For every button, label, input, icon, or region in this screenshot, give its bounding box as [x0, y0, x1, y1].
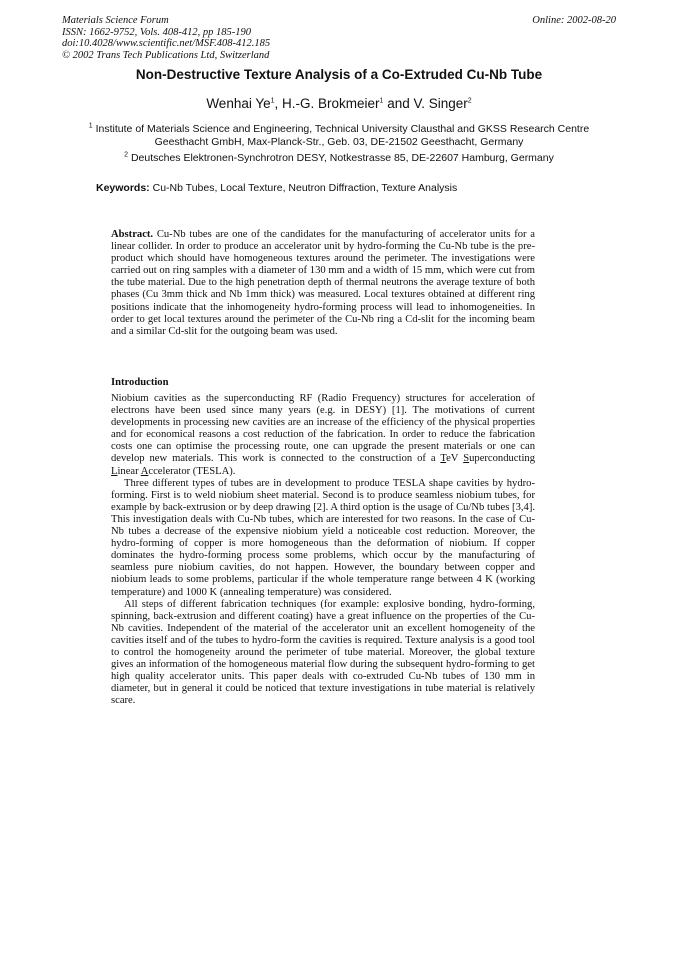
- author-list: [0, 96, 678, 111]
- acronym-word: uperconducting: [469, 453, 535, 465]
- author-name: Wenhai Ye: [206, 96, 271, 111]
- online-date: Online: 2002-08-20: [532, 15, 616, 26]
- acronym-letter: S: [463, 453, 470, 465]
- journal-name: Materials Science Forum: [62, 15, 169, 26]
- journal-header: [62, 15, 616, 61]
- paper-title: Non-Destructive Texture Analysis of a Co-Extruded Cu-Nb Tube: [135, 67, 543, 82]
- author-name: and V. Singer: [383, 96, 468, 111]
- author-affil-marker: 1: [379, 97, 384, 105]
- affiliation-text: Deutsches Elektronen-Synchrotron DESY, Notkestrasse 85, DE-22607 Hamburg, Germany: [130, 152, 554, 164]
- author-affil-marker: 1: [270, 97, 275, 105]
- paragraph: All steps of different fabrication techniques (for example: explosive bonding, hydro-forming, spinning, back-extrusion and different coating) have a great influence on the properties of the Cu-Nb cavities. Independent of the material of the accelerator unit an excellent homogeneity of the cavities itself and of the tubes to hydro-form the cavities is required. Texture analysis is a good tool to control the homogeneity around the perimeter of tube material. Moreover, the global texture gives an information of the homogeneous material flow during the subsequent hydro-forming to get high quality accelerator units. This paper deals with co-extruded Cu-Nb tubes of 130 mm in diameter, but in general it could be noticed that texture investigations in tube material is relatively scare.: [111, 598, 535, 707]
- acronym-word: ccelerator (TESLA).: [148, 465, 236, 477]
- acronym-letter: L: [111, 465, 118, 477]
- acronym-word: inear: [117, 465, 141, 477]
- abstract-text: Cu-Nb tubes are one of the candidates for the manufacturing of accelerator units for a linear collider. In order to produce an accelerator unit by hydro-forming the Cu-Nb tube is the pre-product which should have homogeneous textures around the perimeter. The investigations were carried out on ring samples with a diameter of 130 mm and a width of 15 mm, which were cut from the tube material. Due to the high penetration depth of thermal neutrons the average texture of both phases (Cu 3mm thick and Nb 1mm thick) was measured. Local textures obtained at different ring positions indicate that the inhomogeneity hydro-forming process will lead to inhomogeneities. In order to get local textures around the perimeter of the Cu-Nb ring a Cd-slit for the incoming beam and a similar Cd-slit for the outgoing beam was used.: [111, 229, 535, 337]
- paragraph-text: Niobium cavities as the superconducting RF (Radio Frequency) structures for acceleration of electrons have been used since many years (e.g. in DESY) [1]. The motivations of current developments in processing new cavities are an increase of the efficiency of the physical properties and for economical reasons a cost reduction of the fabrication. In order to reduce the fabrication costs one can optimise the processing route, one can upgrade the present materials or one can develop new materials. This work is connected to the construction of a: [111, 393, 535, 465]
- paragraph: [111, 393, 535, 478]
- copyright-line: © 2002 Trans Tech Publications Ltd, Switzerland: [62, 49, 270, 61]
- section-heading-introduction: Introduction: [111, 377, 169, 388]
- introduction-body: [111, 393, 535, 707]
- affiliation-text: Institute of Materials Science and Engineering, Technical University Clausthal and GKSS Research Centre Geesthacht GmbH, Max-Planck-Str., Geb. 03, DE-21502 Geesthacht, Germany: [95, 123, 590, 148]
- keywords-text: Cu-Nb Tubes, Local Texture, Neutron Diffraction, Texture Analysis: [152, 182, 458, 194]
- keywords-label: Keywords:: [96, 182, 150, 194]
- issn-line: ISSN: 1662-9752, Vols. 408-412, pp 185-190: [62, 26, 251, 38]
- affiliation-1: [80, 123, 598, 149]
- doi-line: doi:10.4028/www.scientific.net/MSF.408-412.185: [62, 38, 271, 49]
- paragraph: Three different types of tubes are in development to produce TESLA shape cavities by hydro-forming. First is to weld niobium sheet material. Second is to produce seamless niobium tubes, for example by back-extrusion or by deep drawing [2]. A third option is the usage of Cu/Nb tubes [3,4]. This investigation deals with Cu-Nb tubes, which are interested for two reasons. In the case of Cu-Nb tubes a decrease of the expensive niobium yield a noticeable cost reduction. Moreover, the hydro-forming of copper is more homogeneous than the deformation of niobium. If copper dominates the hydro-forming process some problems, which occur by the manufacturing of seamless pure niobium cavities, do not happen. However, the boundary between copper and niobium leads to some problems, particular if the whole temperature range between 4 K (working temperature) and 1000 K (annealing temperature) was considered.: [111, 477, 535, 598]
- affiliation-marker: 2: [124, 151, 129, 159]
- keywords: [96, 182, 582, 194]
- affiliation-marker: 1: [88, 122, 93, 130]
- author-name: , H.-G. Brokmeier: [274, 96, 380, 111]
- abstract-label: Abstract.: [111, 229, 154, 240]
- affiliation-2: [80, 152, 598, 165]
- abstract: [111, 229, 535, 338]
- acronym-word: eV: [446, 453, 464, 465]
- acronym-letter: A: [140, 465, 149, 477]
- acronym-letter: T: [440, 453, 447, 465]
- author-affil-marker: 2: [467, 97, 472, 105]
